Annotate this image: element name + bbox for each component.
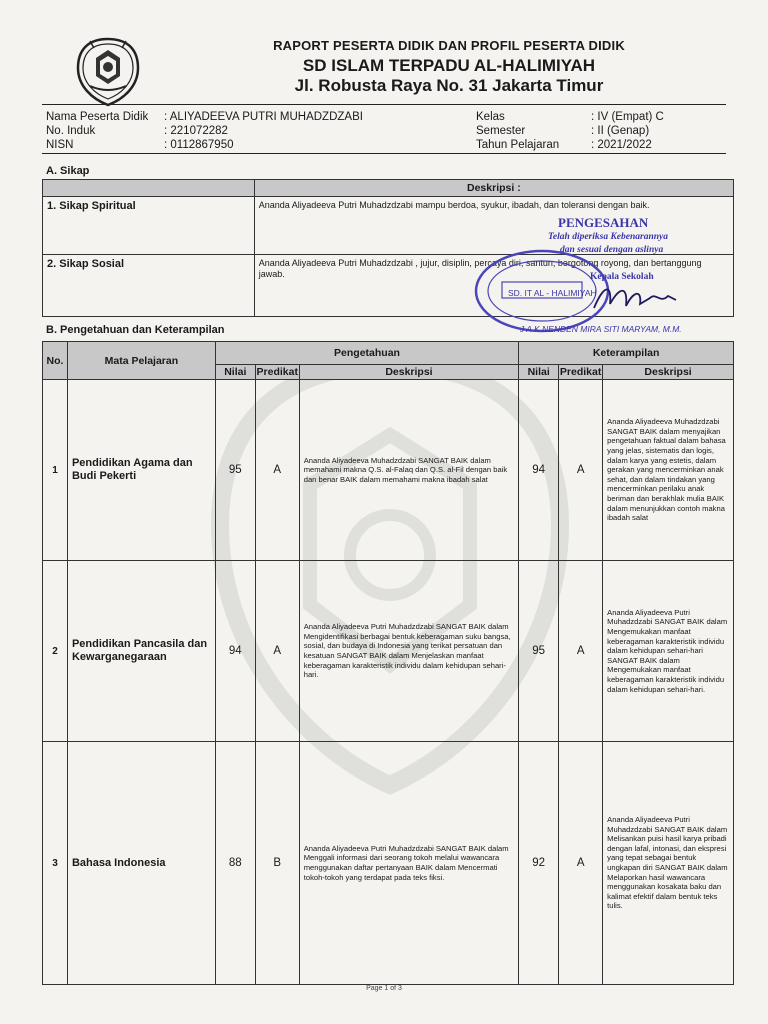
header-k-nilai: Nilai (519, 365, 559, 380)
p-deskripsi: Ananda Aliyadeeva Muhadzdzabi SANGAT BAIK dalam memahami makna Q.S. al-Falaq dan Q.S. al-Fil dengan baik dan benar BAIK dalam memahami makna ibadah salat (299, 380, 518, 561)
nisn-value: : 0112867950 (164, 139, 234, 151)
school-logo-icon (72, 36, 144, 108)
row-no: 1 (43, 380, 68, 561)
p-deskripsi: Ananda Aliyadeeva Putri Muhadzdzabi SANGAT BAIK dalam Menggali informasi dari seorang tokoh melalui wawancara menggunakan daftar pertanyaan BAIK dalam Mencermati tokoh-tokoh yang terdapat pada teks fiksi. (299, 742, 518, 985)
induk-label: No. Induk (46, 125, 96, 137)
sikap-spiritual-desc: Ananda Aliyadeeva Putri Muhadzdzabi mampu berdoa, syukur, ibadah, dan toleransi dengan baik. (254, 197, 733, 255)
p-nilai: 95 (215, 380, 255, 561)
sikap-header-desc: Deskripsi : (254, 180, 733, 197)
header-p-predikat: Predikat (256, 366, 298, 378)
k-predikat: A (559, 380, 603, 561)
report-heading: RAPORT PESERTA DIDIK DAN PROFIL PESERTA DIDIK (273, 38, 625, 53)
p-predikat: B (255, 742, 299, 985)
header-k-predikat: Predikat (559, 366, 602, 378)
stamp-line2: dan sesuai dengan aslinya (560, 245, 664, 255)
kelas-value: : IV (Empat) C (591, 111, 664, 123)
info-divider (42, 153, 726, 154)
k-nilai: 92 (519, 742, 559, 985)
school-name: SD ISLAM TERPADU AL-HALIMIYAH (302, 56, 596, 75)
table-row (43, 742, 734, 985)
k-predikat: A (559, 742, 603, 985)
school-address: Jl. Robusta Raya No. 31 Jakarta Timur (294, 76, 604, 95)
header-no: No. (43, 342, 68, 380)
grades-table (42, 341, 734, 985)
k-deskripsi: Ananda Aliyadeeva Putri Muhadzdzabi SANGAT BAIK dalam Mengemukakan manfaat keberagaman karakteristik individu dalam kehidupan sehari-hari SANGAT BAIK dalam Mengemukakan manfaat keberagaman karakteristik individu dalam kehidupan sehari-hari. (603, 561, 734, 742)
tahun-label: Tahun Pelajaran (476, 139, 560, 151)
header-keterampilan: Keterampilan (519, 342, 734, 365)
p-nilai: 94 (215, 561, 255, 742)
page-number: Page 1 of 3 (366, 985, 402, 992)
sikap-sosial-desc: Ananda Aliyadeeva Putri Muhadzdzabi , jujur, disiplin, percaya diri, santun, bergotong royong, dan bertanggung jawab. (254, 255, 733, 317)
header-p-deskripsi: Deskripsi (299, 365, 518, 380)
name-value: : ALIYADEEVA PUTRI MUHADZDZABI (164, 111, 363, 123)
stamp-role: Kepala Sekolah (590, 272, 654, 282)
p-nilai: 88 (215, 742, 255, 985)
kelas-label: Kelas (476, 111, 505, 123)
p-deskripsi: Ananda Aliyadeeva Putri Muhadzdzabi SANGAT BAIK dalam Mengidentifikasi berbagai bentuk keberagaman suku bangsa, sosial, dan budaya di Indonesia yang terikat persatuan dan kesatuan SANGAT BAIK dalam Menjelaskan manfaat keberagaman karakteristik individu dalam kehidupan sehari-hari. (299, 561, 518, 742)
subject-name: Pendidikan Agama dan Budi Pekerti (67, 380, 215, 561)
sikap-title: A. Sikap (46, 165, 90, 177)
headmaster-name: J A K NENDEN MIRA SITI MARYAM, M.M. (520, 324, 682, 334)
k-nilai: 95 (519, 561, 559, 742)
row-no: 3 (43, 742, 68, 985)
stamp-line1: Telah diperiksa Kebenarannya (548, 232, 668, 242)
k-nilai: 94 (519, 380, 559, 561)
row-no: 2 (43, 561, 68, 742)
pk-title: B. Pengetahuan dan Keterampilan (46, 324, 225, 336)
header-pengetahuan: Pengetahuan (215, 342, 518, 365)
header-mapel: Mata Pelajaran (67, 342, 215, 380)
name-label: Nama Peserta Didik (46, 111, 149, 123)
header-divider (42, 104, 726, 105)
header-p-nilai: Nilai (215, 365, 255, 380)
sikap-sosial-label: 2. Sikap Sosial (43, 255, 255, 317)
seal-text: SD. IT AL - HALIMIYAH (508, 288, 597, 298)
subject-name: Pendidikan Pancasila dan Kewarganegaraan (67, 561, 215, 742)
tahun-value: : 2021/2022 (591, 139, 652, 151)
table-row (43, 561, 734, 742)
nisn-label: NISN (46, 139, 74, 151)
table-row (43, 197, 734, 255)
subject-name: Bahasa Indonesia (67, 742, 215, 985)
header-k-deskripsi: Deskripsi (603, 365, 734, 380)
p-predikat: A (255, 561, 299, 742)
k-deskripsi: Ananda Aliyadeeva Putri Muhadzdzabi SANGAT BAIK dalam Melisankan puisi hasil karya pribadi dengan lafal, intonasi, dan ekspresi yang tepat sebagai bentuk ungkapan diri SANGAT BAIK dalam Melaporkan hasil wawancara menggunakan kosakata baku dan kalimat efektif dalam bentuk teks tulis. (603, 742, 734, 985)
induk-value: : 221072282 (164, 125, 228, 137)
sikap-header-blank (43, 180, 255, 197)
k-deskripsi: Ananda Aliyadeeva Muhadzdzabi SANGAT BAIK dalam menyajikan pengetahuan faktual dalam bahasa yang jelas, sistematis dan logis, dalam karya yang estetis, dalam gerakan yang mencerminkan anak sehat, dan dalam tindakan yang mencerminkan perilaku anak beriman dan berakhlak mulia BAIK dalam menunjukkan contoh makna ibadah salat (603, 380, 734, 561)
table-row (43, 255, 734, 317)
semester-value: : II (Genap) (591, 125, 650, 137)
sikap-table (42, 179, 734, 317)
table-row (43, 380, 734, 561)
semester-label: Semester (476, 125, 526, 137)
k-predikat: A (559, 561, 603, 742)
p-predikat: A (255, 380, 299, 561)
stamp-title: PENGESAHAN (558, 215, 649, 230)
sikap-spiritual-label: 1. Sikap Spiritual (43, 197, 255, 255)
